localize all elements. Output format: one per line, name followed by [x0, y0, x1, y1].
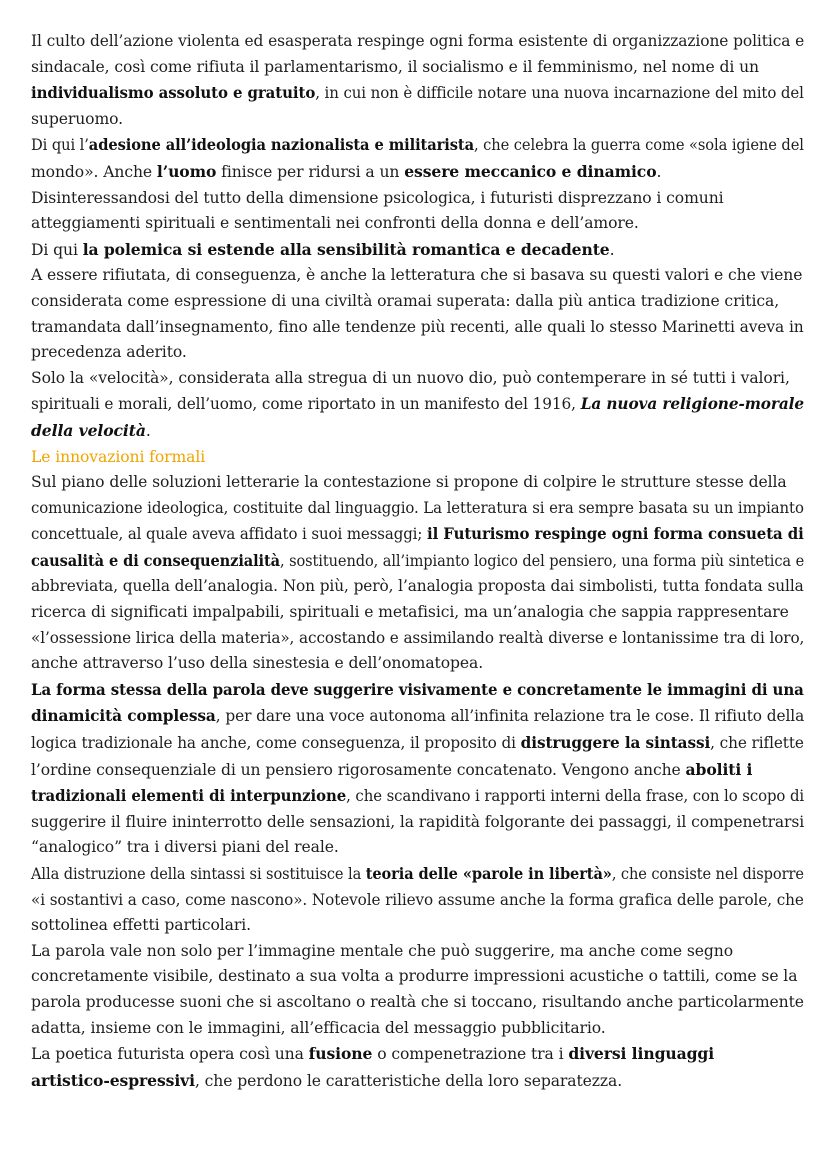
section-heading: Le innovazioni formali	[31, 447, 206, 466]
text-line	[31, 1016, 804, 1042]
body-text: .	[145, 421, 151, 440]
text-line	[31, 366, 804, 392]
body-text: A essere rifiutata, di conseguenza, è anche la letteratura che si basava su questi valori e che viene	[31, 266, 803, 285]
body-text: o compenetrazione tra i	[372, 1045, 569, 1064]
text-line	[31, 418, 804, 445]
text-line	[31, 990, 804, 1016]
body-text: adatta, insieme con le immagini, all’efficacia del messaggio pubblicitario.	[31, 1018, 606, 1037]
text-line	[31, 107, 804, 133]
text-line	[31, 496, 804, 522]
body-text: , che consiste nel disporre	[611, 865, 804, 883]
text-line	[31, 1068, 804, 1095]
body-text: superuomo.	[31, 109, 123, 128]
body-text: Solo la «velocità», considerata alla stregua di un nuovo dio, può contemperare in sé tutti i valori,	[31, 368, 790, 387]
bold-italic-text: La nuova religione-morale	[580, 394, 805, 414]
text-line	[31, 445, 804, 471]
bold-text: la polemica si estende alla sensibilità romantica e decadente	[82, 239, 610, 259]
body-text: , in cui non è difficile notare una nuova incarnazione del mito del	[315, 84, 804, 103]
text-line	[31, 939, 804, 965]
text-line	[31, 391, 805, 418]
text-line	[31, 186, 804, 212]
bold-text: essere meccanico e dinamico	[404, 161, 657, 181]
text-line	[31, 730, 804, 757]
body-text: concretamente visibile, destinato a sua volta a produrre impressioni acustiche o tattili, come se la	[31, 967, 798, 986]
body-text: .	[609, 240, 615, 259]
body-text: ricerca di significati impalpabili, spirituali e metafisici, ma un’analogia che sappia rappresentare	[31, 603, 789, 622]
text-line	[31, 29, 805, 55]
bold-text: il Futurismo respinge ogni forma consueta di	[426, 524, 804, 544]
text-line	[31, 626, 805, 652]
bold-text: aboliti i	[685, 759, 753, 779]
emphasis-wrapper	[581, 394, 804, 413]
body-text: Di qui l’	[31, 136, 89, 155]
text-line	[31, 55, 804, 81]
text-line	[31, 651, 804, 677]
text-line	[31, 783, 805, 810]
body-text: considerata come espressione di una civiltà oramai superata: dalla più antica tradizione critica,	[31, 291, 780, 310]
body-text: suggerire il fluire ininterrotto delle sensazioni, la rapidità folgorante dei passaggi, il compenetrarsi	[31, 812, 805, 831]
body-text: anche attraverso l’uso della sinestesia e dell’onomatopea.	[31, 654, 484, 673]
text-line	[31, 835, 804, 861]
bold-text: dinamicità complessa	[31, 706, 216, 726]
document-body	[31, 29, 804, 1094]
body-text: «l’ossessione lirica della materia», accostando e assimilando realtà diverse e lontanissime tra di loro,	[31, 628, 805, 647]
body-text: comunicazione ideologica, costituite dal linguaggio. La letteratura si era sempre basata su un impianto	[31, 498, 804, 517]
body-text: concettuale, al quale aveva affidato i suoi messaggi;	[31, 525, 427, 544]
body-text: sindacale, così come rifiuta il parlamentarismo, il socialismo e il femminismo, nel nome di un	[31, 57, 759, 76]
text-line	[31, 548, 805, 575]
text-line	[31, 574, 804, 600]
text-line	[31, 211, 804, 237]
body-text: La parola vale non solo per l’immagine mentale che può suggerire, ma anche come segno	[31, 941, 734, 960]
text-line	[31, 315, 804, 341]
bold-text: diversi linguaggi	[568, 1044, 715, 1064]
body-text: .	[656, 162, 662, 181]
body-text: , per dare una voce autonoma all’infinita relazione tra le cose. Il rifiuto della	[215, 707, 805, 726]
bold-text: distruggere la sintassi	[520, 733, 711, 753]
text-line	[31, 521, 804, 548]
body-text: precedenza aderito.	[31, 343, 187, 362]
bold-text: La forma stessa della parola deve suggerire visivamente e concretamente le immagini di una	[31, 679, 804, 699]
bold-text: causalità e di consequenzialità	[31, 550, 280, 570]
text-line	[31, 964, 804, 990]
body-text: parola producesse suoni che si ascoltano o realtà che si toccano, risultando anche particolarmente	[31, 992, 804, 1011]
bold-italic-text: della velocità	[31, 420, 146, 440]
text-line	[31, 80, 804, 107]
body-text: Il culto dell’azione violenta ed esasperata respinge ogni forma esistente di organizzazione politica e	[31, 32, 805, 50]
text-line	[31, 340, 804, 366]
body-text: , che riflette	[710, 734, 804, 753]
text-line	[31, 159, 804, 186]
text-line	[31, 1041, 804, 1068]
text-line	[31, 913, 804, 939]
body-text: La poetica futurista opera così una	[31, 1045, 309, 1064]
text-line	[31, 703, 805, 730]
text-line	[31, 861, 804, 888]
body-text: Alla distruzione della sintassi si sostituisce la	[31, 865, 366, 883]
body-text: «i sostantivi a caso, come nascono». Notevole rilievo assume anche la forma grafica delle parole, che	[31, 890, 804, 909]
text-line	[31, 600, 804, 626]
body-text: “analogico” tra i diversi piani del reale.	[31, 838, 339, 857]
text-line	[31, 810, 805, 836]
text-line	[31, 132, 804, 159]
text-line	[31, 757, 804, 784]
bold-text: l’uomo	[156, 161, 217, 181]
body-text: , sostituendo, all’impianto logico del pensiero, una forma più sintetica e	[279, 551, 805, 570]
bold-text: individualismo assoluto e gratuito	[31, 83, 316, 103]
bold-text: adesione all’ideologia nazionalista e militarista	[88, 135, 475, 155]
body-text: , che perdono le caratteristiche della loro separatezza.	[194, 1071, 623, 1090]
bold-text: teoria delle «parole in libertà»	[365, 864, 612, 883]
bold-text: fusione	[308, 1044, 373, 1064]
body-text: logica tradizionale ha anche, come conseguenza, il proposito di	[31, 734, 521, 753]
text-line	[31, 263, 804, 289]
text-line	[31, 677, 804, 704]
body-text: sottolinea effetti particolari.	[31, 916, 251, 935]
text-line	[31, 237, 804, 264]
body-text: atteggiamenti spirituali e sentimentali nei confronti della donna e dell’amore.	[31, 214, 639, 233]
body-text: abbreviata, quella dell’analogia. Non più, però, l’analogia proposta dai simbolisti, tutta fondata sulla	[31, 577, 804, 596]
body-text: Sul piano delle soluzioni letterarie la contestazione si propone di colpire le strutture stesse della	[31, 473, 787, 492]
body-text: spirituali e morali, dell’uomo, come riportato in un manifesto del 1916,	[31, 395, 581, 414]
emphasis-wrapper	[31, 421, 146, 440]
text-line	[31, 289, 804, 315]
text-line	[31, 470, 804, 496]
body-text: Disinteressandosi del tutto della dimensione psicologica, i futuristi disprezzano i comuni	[31, 188, 724, 207]
body-text: Di qui	[31, 240, 83, 259]
body-text: mondo». Anche	[31, 162, 157, 181]
body-text: tramandata dall’insegnamento, fino alle tendenze più recenti, alle quali lo stesso Marinetti aveva in	[31, 317, 804, 336]
body-text: , che celebra la guerra come «sola igiene del	[474, 136, 804, 155]
body-text: finisce per ridursi a un	[216, 162, 405, 181]
bold-text: tradizionali elementi di interpunzione	[31, 786, 347, 806]
text-line	[31, 888, 804, 914]
bold-text: artistico-espressivi	[31, 1070, 195, 1090]
body-text: , che scandivano i rapporti interni della frase, con lo scopo di	[346, 787, 805, 806]
body-text: l’ordine consequenziale di un pensiero rigorosamente concatenato. Vengono anche	[31, 760, 686, 779]
